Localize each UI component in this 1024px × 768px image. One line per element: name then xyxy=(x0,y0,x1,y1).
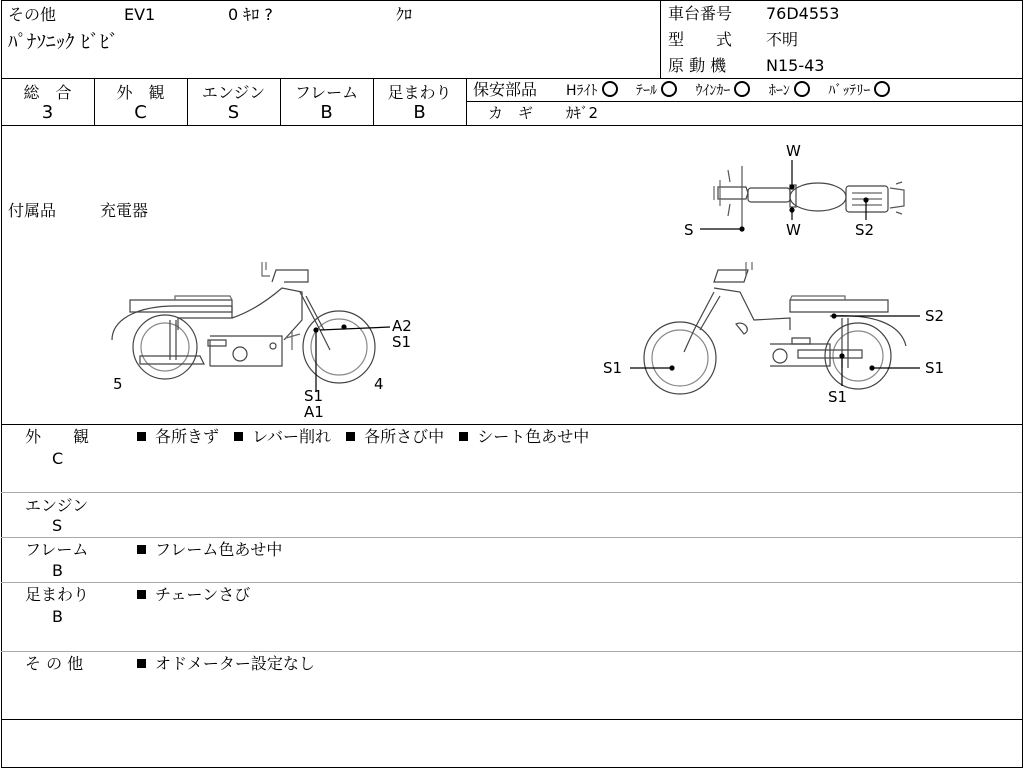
type-label: 型 式 xyxy=(668,30,733,49)
note-rule xyxy=(1,651,1022,652)
damage-diagram xyxy=(0,126,1024,424)
label-a2: A2 xyxy=(392,317,412,335)
grade-frame-value: B xyxy=(320,102,333,123)
grade-suspension-label: 足まわり xyxy=(387,83,452,102)
category: その他 xyxy=(8,5,57,24)
note-engine-grade: S xyxy=(52,516,63,535)
frame-no: 76D4553 xyxy=(766,4,840,23)
leader-line xyxy=(320,327,390,330)
grade-engine-label: エンジン xyxy=(201,83,266,102)
scooter-top-view xyxy=(714,166,904,228)
safety-label: 保安部品 xyxy=(473,80,538,99)
bullet-square-icon xyxy=(234,432,243,441)
note-item: 各所さび中 xyxy=(346,427,444,446)
note-exterior-items xyxy=(137,428,599,446)
key-label: カ ギ xyxy=(488,104,534,122)
note-item: オドメーター設定なし xyxy=(137,654,315,673)
note-frame-title: フレーム xyxy=(25,540,89,559)
safety-item-winker: ｳｲﾝｶｰ xyxy=(695,83,750,99)
color: ｸﾛ xyxy=(396,5,413,24)
grade-suspension-value: B xyxy=(413,102,426,123)
damage-point-icon xyxy=(832,314,836,318)
damage-point-icon xyxy=(840,354,844,358)
diagram-bottom-rule xyxy=(1,424,1022,425)
note-other-items xyxy=(137,655,325,673)
label-w-bottom: W xyxy=(786,221,801,239)
vehicle-name: ﾊﾟﾅｿﾆｯｸ ﾋﾞﾋﾞ xyxy=(8,31,119,53)
header-bottom-rule xyxy=(1,78,1022,79)
mileage: 0 ｷﾛ ? xyxy=(228,5,273,24)
label-s1-left-bottom: S1 xyxy=(304,387,324,405)
note-item: チェーンさび xyxy=(137,585,250,604)
damage-point-icon xyxy=(790,185,794,189)
note-rule xyxy=(1,537,1022,538)
damage-point-icon xyxy=(314,328,318,332)
scooter-right-view xyxy=(644,262,906,394)
note-other-title: そ の 他 xyxy=(25,654,84,673)
ok-circle-icon xyxy=(794,81,810,97)
damage-point-icon xyxy=(864,198,868,202)
label-s2-right: S2 xyxy=(925,307,945,325)
note-engine-title: エンジン xyxy=(25,496,89,515)
ok-circle-icon xyxy=(602,81,618,97)
accessories-value: 充電器 xyxy=(100,201,149,220)
model-code: EV1 xyxy=(124,5,156,24)
grade-exterior-value: C xyxy=(134,102,147,123)
note-suspension-title: 足まわり xyxy=(25,585,90,604)
scooter-left-view xyxy=(112,262,375,383)
note-item: シート色あせ中 xyxy=(459,427,589,446)
note-item: 各所きず xyxy=(137,427,219,446)
note-item: フレーム色あせ中 xyxy=(137,540,282,559)
safety-mid-rule xyxy=(466,101,1022,102)
note-rule xyxy=(1,492,1022,493)
grade-frame-label: フレーム xyxy=(294,83,359,102)
note-suspension-grade: B xyxy=(52,607,63,626)
safety-item-battery: ﾊﾞｯﾃﾘｰ xyxy=(828,83,890,99)
label-4: 4 xyxy=(374,375,384,393)
label-s1-right-left: S1 xyxy=(603,359,623,377)
ok-circle-icon xyxy=(661,81,677,97)
bullet-square-icon xyxy=(137,659,146,668)
safety-items xyxy=(566,81,890,100)
note-frame-grade: B xyxy=(52,561,63,580)
damage-point-icon xyxy=(740,227,744,231)
note-item: レバー削れ xyxy=(234,427,331,446)
note-rule xyxy=(1,719,1022,720)
bullet-square-icon xyxy=(137,432,146,441)
label-s1-right-bottom: S1 xyxy=(828,388,848,406)
frame-no-label: 車台番号 xyxy=(668,4,733,23)
note-exterior-grade: C xyxy=(52,449,64,468)
note-exterior-title: 外 観 xyxy=(25,427,90,446)
safety-item-tail: ﾃｰﾙ xyxy=(636,83,677,99)
grade-exterior-label: 外 観 xyxy=(116,83,165,102)
ok-circle-icon xyxy=(874,81,890,97)
label-a1: A1 xyxy=(304,403,324,421)
ok-circle-icon xyxy=(734,81,750,97)
label-s1-right-right: S1 xyxy=(925,359,945,377)
grade-total-label: 総 合 xyxy=(23,83,72,102)
grade-divider xyxy=(466,78,467,125)
engine-label: 原 動 機 xyxy=(668,56,727,75)
label-5: 5 xyxy=(113,375,123,393)
bullet-square-icon xyxy=(459,432,468,441)
label-s1-left-right: S1 xyxy=(392,333,412,351)
engine-value: N15-43 xyxy=(766,56,825,75)
damage-point-icon xyxy=(670,366,674,370)
label-s2-top: S2 xyxy=(855,221,875,239)
label-w-top: W xyxy=(786,142,801,160)
bullet-square-icon xyxy=(346,432,355,441)
accessories-label: 付属品 xyxy=(8,201,57,220)
bullet-square-icon xyxy=(137,590,146,599)
note-rule xyxy=(1,582,1022,583)
safety-item-headlight: Hﾗｲﾄ xyxy=(566,83,618,99)
grade-engine-value: S xyxy=(227,102,240,123)
safety-item-horn: ﾎｰﾝ xyxy=(769,83,810,99)
note-frame-items xyxy=(137,541,292,559)
damage-point-icon xyxy=(342,325,346,329)
note-suspension-items xyxy=(137,586,260,604)
grade-total-value: 3 xyxy=(41,102,54,123)
type-value: 不明 xyxy=(766,30,799,49)
header-divider xyxy=(660,0,661,78)
label-s-top: S xyxy=(684,221,694,239)
key-value: ｶｷﾞ2 xyxy=(566,104,599,122)
damage-point-icon xyxy=(870,366,874,370)
damage-point-icon xyxy=(790,208,794,212)
bullet-square-icon xyxy=(137,545,146,554)
